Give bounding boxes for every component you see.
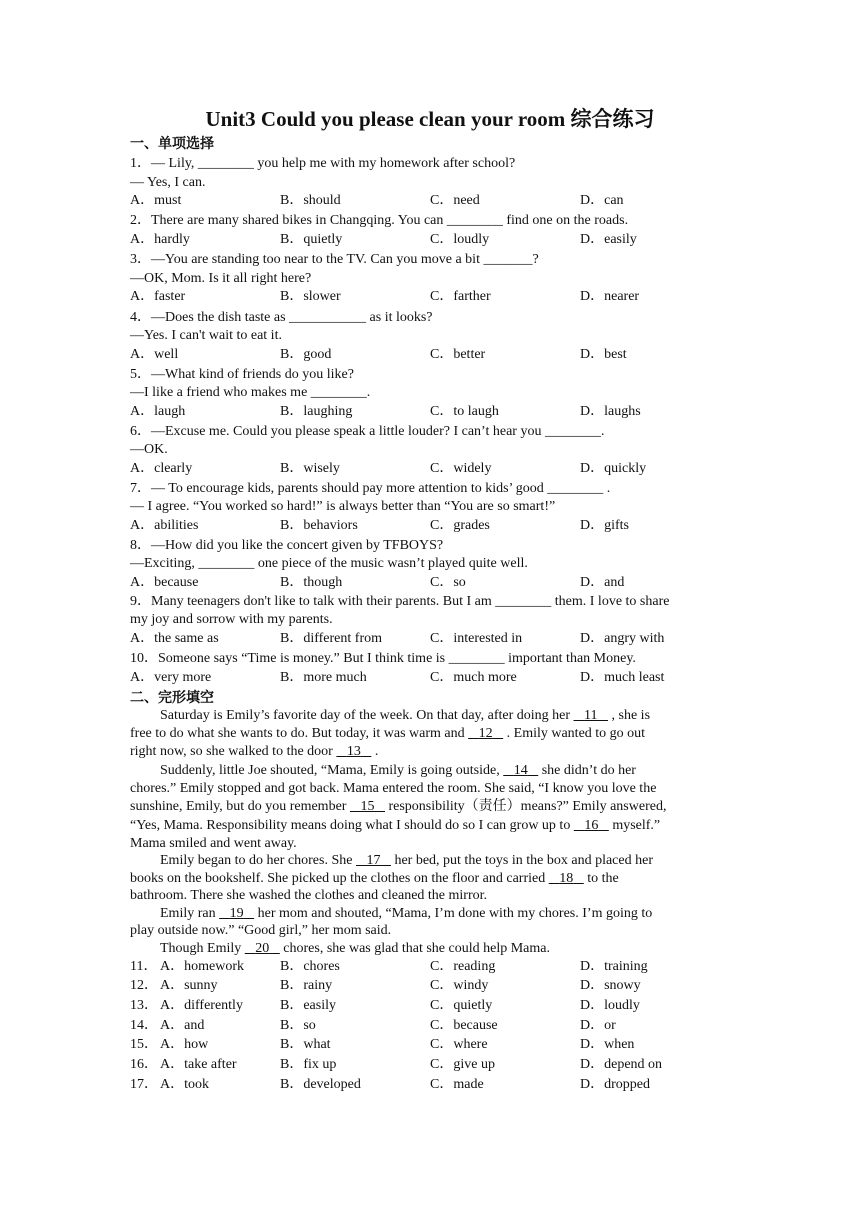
blank-number (245, 941, 280, 956)
passage-text: to the (583, 871, 619, 886)
answer-option: D．or (580, 1018, 616, 1033)
passage-text: her mom and shouted, “Mama, I’m done with my chores. I’m going to (254, 906, 653, 921)
question-number: 17． (130, 1077, 158, 1092)
passage-line (130, 780, 656, 798)
blank-label: 13 (346, 744, 361, 759)
answer-option: D．dropped (580, 1077, 650, 1092)
blank-number (356, 853, 391, 868)
section-heading: 二、完形填空 (130, 690, 214, 706)
blank-label: 17 (366, 853, 381, 868)
answer-option: D．training (580, 959, 648, 974)
answer-option: C．interested in (430, 631, 523, 646)
passage-text: Suddenly, little Joe shouted, “Mama, Emily is going outside, (160, 763, 504, 778)
answer-option: C．give up (430, 1057, 495, 1072)
question-text: my joy and sorrow with my parents. (130, 612, 333, 627)
blank-number (350, 799, 385, 814)
answer-option: C．farther (430, 289, 491, 304)
question-number: 16． (130, 1057, 158, 1072)
answer-option: C．better (430, 347, 486, 362)
question-text: 2．There are many shared bikes in Changqing. You can ________ find one on the roads. (130, 213, 629, 228)
answer-option: D．loudly (580, 998, 640, 1013)
passage-text: . (371, 744, 379, 759)
answer-option: C．made (430, 1077, 484, 1092)
answer-option: C．loudly (430, 232, 490, 247)
blank-number (549, 871, 584, 886)
question-number: 15． (130, 1037, 158, 1052)
answer-option: B．laughing (280, 404, 353, 419)
answer-option: B．easily (280, 998, 336, 1013)
passage-text: , she is (608, 708, 651, 723)
answer-option: A．well (130, 347, 179, 362)
answer-option: C．where (430, 1037, 488, 1052)
passage-line (130, 835, 297, 853)
passage-text: “Yes, Mama. Responsibility means doing what I should do so I can grow up to (130, 818, 574, 833)
section-heading: 一、单项选择 (130, 136, 214, 152)
question-number: 11． (130, 959, 158, 974)
answer-option: A．abilities (130, 518, 199, 533)
answer-option: D．snowy (580, 978, 641, 993)
answer-option: A．how (160, 1037, 209, 1052)
passage-line (130, 870, 619, 888)
passage-text: Saturday is Emily’s favorite day of the week. On that day, after doing her (160, 708, 574, 723)
answer-option: D．quickly (580, 461, 647, 476)
passage-line (160, 762, 636, 780)
answer-option: C．widely (430, 461, 492, 476)
passage-line (160, 852, 653, 870)
question-number: 14． (130, 1018, 158, 1033)
answer-option: B．quietly (280, 232, 343, 247)
answer-option: C．much more (430, 670, 517, 685)
blank-label: 15 (360, 799, 375, 814)
passage-line (130, 743, 378, 761)
answer-option: A．must (130, 193, 182, 208)
answer-option: B．good (280, 347, 332, 362)
answer-option: B．so (280, 1018, 316, 1033)
answer-option: B．wisely (280, 461, 340, 476)
answer-option: A．take after (160, 1057, 237, 1072)
blank-label: 14 (513, 763, 528, 778)
answer-option: C．quietly (430, 998, 493, 1013)
answer-option: D．much least (580, 670, 665, 685)
passage-text: Mama smiled and went away. (130, 836, 297, 851)
answer-option: B．developed (280, 1077, 361, 1092)
answer-option: C．grades (430, 518, 490, 533)
passage-line (160, 905, 652, 923)
passage-text: chores.” Emily stopped and got back. Mama entered the room. She said, “I know you love the (130, 781, 657, 796)
passage-text: her bed, put the toys in the box and placed her (390, 853, 653, 868)
answer-option: B．behaviors (280, 518, 358, 533)
answer-option: B．fix up (280, 1057, 337, 1072)
question-text: 4．—Does the dish taste as ___________ as it looks? (130, 310, 433, 325)
question-number: 13． (130, 998, 158, 1013)
passage-line (130, 887, 487, 905)
passage-text: sunshine, Emily, but do you remember (130, 799, 350, 814)
passage-text: she didn’t do her (538, 763, 636, 778)
answer-option: B．slower (280, 289, 341, 304)
blank-number (336, 744, 371, 759)
blank-label: 18 (559, 871, 574, 886)
answer-option: C．so (430, 575, 466, 590)
passage-text: books on the bookshelf. She picked up the clothes on the floor and carried (130, 871, 549, 886)
passage-text: responsibility（责任）means?” Emily answered, (384, 799, 667, 814)
answer-option: A．differently (160, 998, 243, 1013)
question-text: 3．—You are standing too near to the TV. Can you move a bit _______? (130, 252, 539, 267)
answer-option: C．need (430, 193, 480, 208)
blank-label: 16 (584, 818, 599, 833)
question-text: 8．—How did you like the concert given by TFBOYS? (130, 538, 444, 553)
answer-option: C．because (430, 1018, 498, 1033)
blank-number (503, 763, 538, 778)
passage-line (130, 922, 391, 940)
answer-option: D．can (580, 193, 624, 208)
blank-label: 12 (478, 726, 493, 741)
answer-option: D．nearer (580, 289, 640, 304)
question-text: —OK. (130, 442, 168, 457)
answer-option: A．and (160, 1018, 205, 1033)
passage-text: right now, so she walked to the door (130, 744, 337, 759)
blank-label: 11 (584, 708, 598, 723)
answer-option: B．should (280, 193, 341, 208)
answer-option: D．best (580, 347, 627, 362)
answer-option: D．depend on (580, 1057, 663, 1072)
question-text: —I like a friend who makes me ________. (130, 385, 371, 400)
passage-line (130, 798, 666, 816)
answer-option: D．and (580, 575, 625, 590)
answer-option: D．gifts (580, 518, 629, 533)
answer-option: B．more much (280, 670, 367, 685)
question-number: 12． (130, 978, 158, 993)
question-text: 10．Someone says “Time is money.” But I think time is ________ important than Money. (130, 651, 636, 666)
question-text: —OK, Mom. Is it all right here? (130, 271, 312, 286)
blank-number (219, 906, 254, 921)
answer-option: A．sunny (160, 978, 218, 993)
blank-number (574, 818, 609, 833)
blank-number (574, 708, 608, 723)
answer-option: A．laugh (130, 404, 186, 419)
passage-text: . Emily wanted to go out (503, 726, 646, 741)
passage-line (160, 940, 550, 958)
question-text: — Yes, I can. (130, 175, 206, 190)
question-text: 5．—What kind of friends do you like? (130, 367, 354, 382)
answer-option: A．clearly (130, 461, 193, 476)
question-text: 7．— To encourage kids, parents should pay more attention to kids’ good ________ . (130, 481, 611, 496)
answer-option: C．reading (430, 959, 496, 974)
question-text: —Exciting, ________ one piece of the music wasn’t played quite well. (130, 556, 528, 571)
passage-text: Emily began to do her chores. She (160, 853, 356, 868)
blank-label: 20 (255, 941, 270, 956)
passage-text: Though Emily (160, 941, 245, 956)
question-text: — I agree. “You worked so hard!” is always better than “You are so smart!” (130, 499, 556, 514)
answer-option: D．easily (580, 232, 637, 247)
passage-line (130, 725, 645, 743)
question-text: 6．—Excuse me. Could you please speak a little louder? I can’t hear you ________. (130, 424, 605, 439)
blank-number (468, 726, 503, 741)
answer-option: B．what (280, 1037, 331, 1052)
answer-option: A．faster (130, 289, 186, 304)
blank-label: 19 (229, 906, 244, 921)
answer-option: A．homework (160, 959, 244, 974)
question-text: 9．Many teenagers don't like to talk with their parents. But I am ________ them. I love to share (130, 594, 670, 609)
answer-option: A．took (160, 1077, 209, 1092)
answer-option: D．when (580, 1037, 635, 1052)
passage-text: bathroom. There she washed the clothes and cleaned the mirror. (130, 888, 488, 903)
passage-line (130, 817, 660, 835)
answer-option: A．because (130, 575, 199, 590)
answer-option: B．rainy (280, 978, 333, 993)
answer-option: D．laughs (580, 404, 641, 419)
passage-text: Emily ran (160, 906, 220, 921)
answer-option: A．the same as (130, 631, 219, 646)
question-text: —Yes. I can't wait to eat it. (130, 328, 282, 343)
answer-option: B．though (280, 575, 343, 590)
passage-text: myself.” (608, 818, 661, 833)
answer-option: B．chores (280, 959, 340, 974)
page-title: Unit3 Could you please clean your room 综合练习 (205, 107, 655, 131)
answer-option: A．hardly (130, 232, 190, 247)
passage-text: play outside now.” “Good girl,” her mom said. (130, 923, 392, 938)
answer-option: D．angry with (580, 631, 665, 646)
answer-option: A．very more (130, 670, 212, 685)
passage-text: chores, she was glad that she could help Mama. (279, 941, 550, 956)
answer-option: C．windy (430, 978, 489, 993)
answer-option: B．different from (280, 631, 382, 646)
question-text: 1．— Lily, ________ you help me with my homework after school? (130, 156, 516, 171)
passage-line (160, 707, 650, 725)
answer-option: C．to laugh (430, 404, 499, 419)
passage-text: free to do what she wants to do. But today, it was warm and (130, 726, 469, 741)
